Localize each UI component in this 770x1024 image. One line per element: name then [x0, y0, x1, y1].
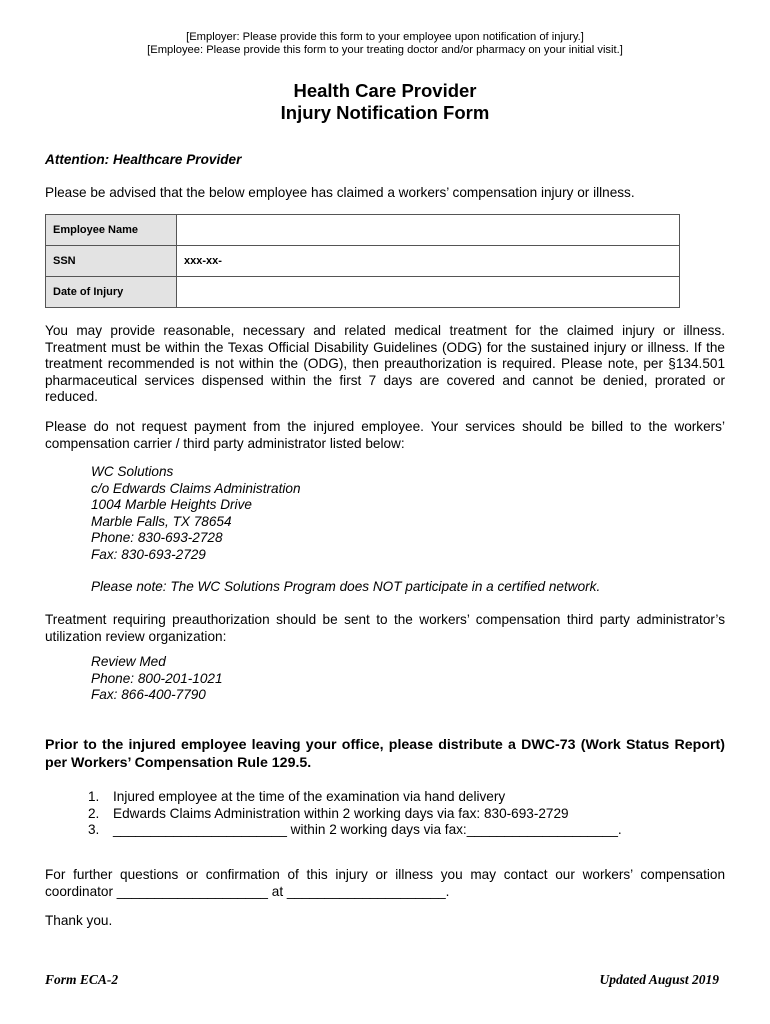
- employer-note: [Employer: Please provide this form to your employee upon notification of injury.]: [186, 31, 584, 43]
- employee-name-label: Employee Name: [46, 215, 177, 246]
- intro-paragraph: Please be advised that the below employee has claimed a workers’ compensation injury or illness.: [45, 185, 635, 200]
- updated-date: Updated August 2019: [599, 972, 719, 987]
- table-row: [46, 246, 680, 277]
- attention-line: Attention: Healthcare Provider: [45, 152, 242, 167]
- network-note: Please note: The WC Solutions Program does NOT participate in a certified network.: [91, 579, 601, 594]
- carrier-name: WC Solutions: [91, 464, 174, 479]
- employee-name-field[interactable]: [177, 215, 680, 246]
- review-fax: Fax: 866-400-7790: [91, 687, 206, 702]
- table-row: [46, 277, 680, 308]
- table-row: [46, 215, 680, 246]
- preauth-paragraph: Treatment requiring preauthorization should be sent to the workers’ compensation third party administrator’s utilization review organization:: [45, 612, 725, 644]
- review-phone: Phone: 800-201-1021: [91, 670, 223, 686]
- date-of-injury-field[interactable]: [177, 277, 680, 308]
- contact-paragraph: For further questions or confirmation of this injury or illness you may contact our workers’ compensation coordinator ____________________ at _____________________.: [45, 867, 725, 899]
- review-name: Review Med: [91, 654, 166, 669]
- carrier-care-of: c/o Edwards Claims Administration: [91, 480, 301, 496]
- carrier-address: [91, 464, 301, 563]
- payment-paragraph: Please do not request payment from the injured employee. Your services should be billed to the workers’ compensation carrier / third party administrator listed below:: [45, 419, 725, 451]
- list-item: 1. Injured employee at the time of the examination via hand delivery: [88, 789, 506, 804]
- form-title-line1: Health Care Provider: [293, 80, 477, 101]
- employee-info-table: [45, 214, 680, 308]
- ssn-label: SSN: [46, 246, 177, 277]
- list-item: 2. Edwards Claims Administration within 2 working days via fax: 830-693-2729: [88, 805, 569, 821]
- dwc73-notice: Prior to the injured employee leaving your office, please distribute a DWC-73 (Work Status Report) per Workers’ Compensation Rule 129.5.: [45, 737, 725, 771]
- list-item: 3. _______________________ within 2 working days via fax:____________________.: [88, 822, 622, 837]
- carrier-fax: Fax: 830-693-2729: [91, 546, 206, 562]
- form-id: Form ECA-2: [45, 972, 119, 987]
- distribution-list: [88, 789, 622, 839]
- carrier-street: 1004 Marble Heights Drive: [91, 497, 252, 512]
- employee-note: [Employee: Please provide this form to your treating doctor and/or pharmacy on your initial visit.]: [147, 44, 623, 56]
- treatment-paragraph: You may provide reasonable, necessary and related medical treatment for the claimed injury or illness. Treatment must be within the Texas Official Disability Guidelines (ODG) for the sustained injury or illness. If the treatment recommended is not within the (ODG), then preauthorization is required. Please note, per §134.501 pharmaceutical services dispensed within the first 7 days are covered and cannot be denied, prorated or reduced.: [45, 323, 725, 404]
- form-title-line2: Injury Notification Form: [280, 102, 490, 123]
- carrier-phone: Phone: 830-693-2728: [91, 530, 223, 545]
- carrier-city: Marble Falls, TX 78654: [91, 513, 232, 529]
- thank-you: Thank you.: [45, 913, 113, 928]
- date-of-injury-label: Date of Injury: [46, 277, 177, 308]
- review-address: [91, 654, 223, 704]
- ssn-field[interactable]: xxx-xx-: [177, 246, 680, 277]
